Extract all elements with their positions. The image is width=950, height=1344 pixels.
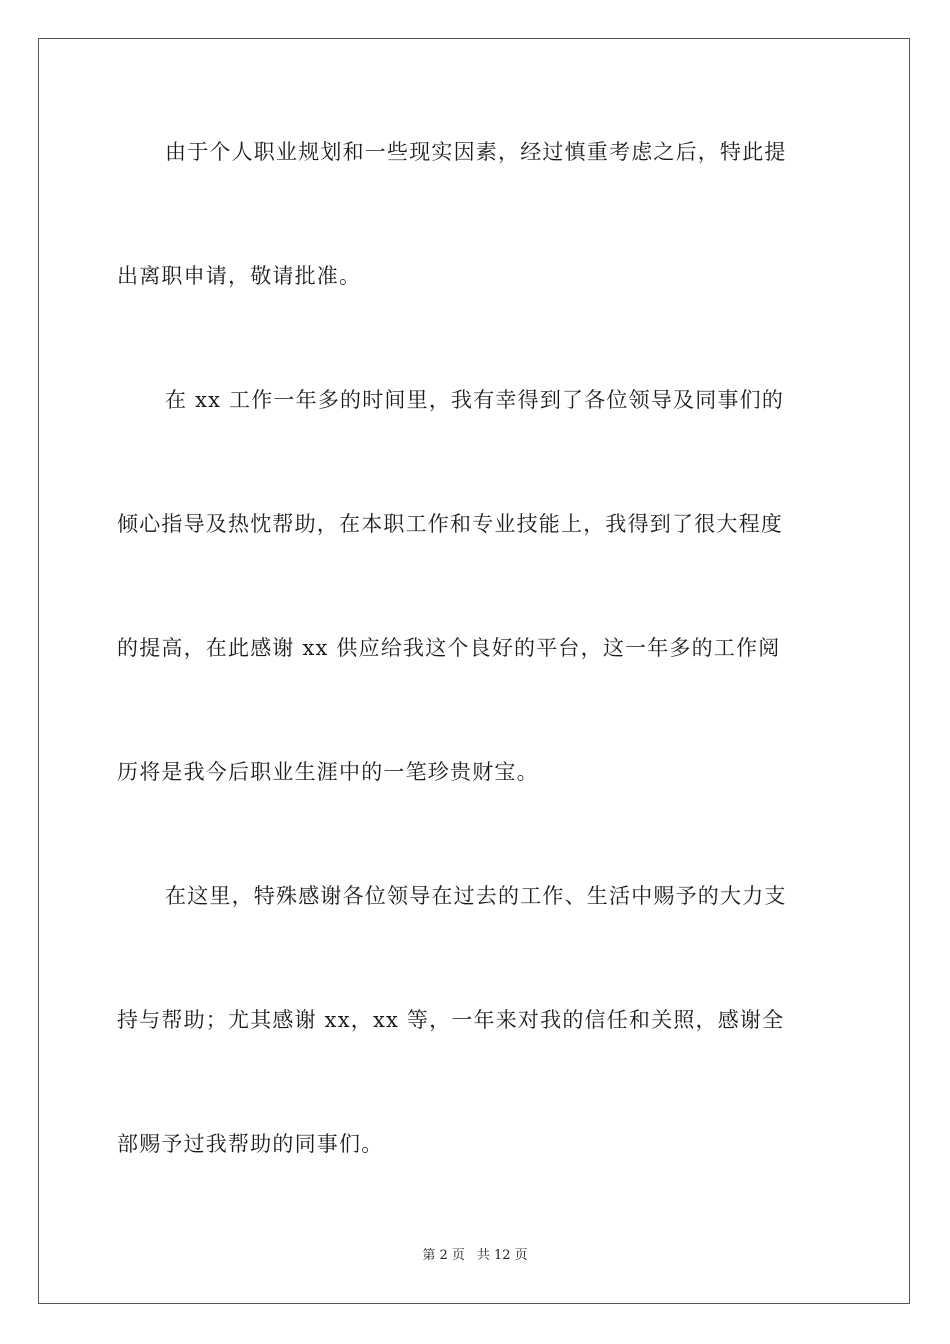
paragraph-3-line-2: 持与帮助；尤其感谢 xx，xx 等，一年来对我的信任和关照，感谢全	[117, 1008, 785, 1032]
page-frame	[38, 38, 910, 1304]
paragraph-1-line-1: 由于个人职业规划和一些现实因素，经过慎重考虑之后，特此提	[165, 140, 787, 164]
page-total: 共 12 页	[476, 1248, 528, 1263]
page-number: 第 2 页	[422, 1248, 465, 1263]
paragraph-2-line-3: 的提高，在此感谢 xx 供应给我这个良好的平台，这一年多的工作阅	[117, 636, 781, 660]
paragraph-2-line-4: 历将是我今后职业生涯中的一笔珍贵财宝。	[117, 760, 539, 784]
paragraph-3-line-3: 部赐予过我帮助的同事们。	[117, 1132, 384, 1156]
paragraph-2-line-2: 倾心指导及热忱帮助，在本职工作和专业技能上，我得到了很大程度	[117, 512, 783, 536]
paragraph-2-line-1: 在 xx 工作一年多的时间里，我有幸得到了各位领导及同事们的	[165, 388, 785, 412]
page-footer	[0, 1246, 950, 1266]
paragraph-3-line-1: 在这里，特殊感谢各位领导在过去的工作、生活中赐予的大力支	[165, 884, 787, 908]
paragraph-1-line-2: 出离职申请，敬请批准。	[117, 264, 362, 288]
